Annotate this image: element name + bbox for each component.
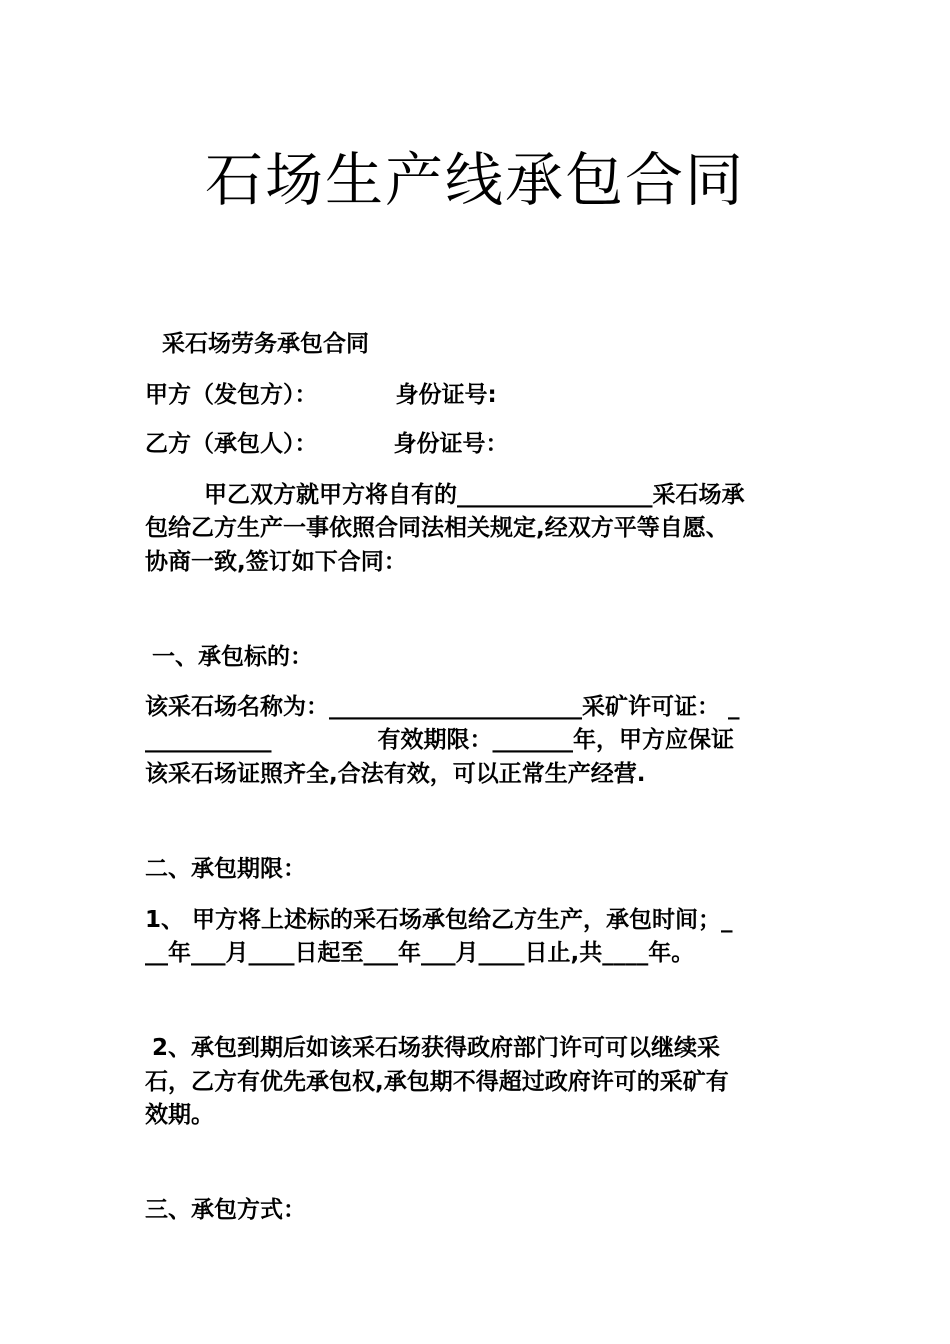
- intro-line-3: 协商一致,签订如下合同：: [145, 549, 407, 575]
- section-2-item-2-line-1: 2、承包到期后如该采石场获得政府部门许可可以继续采: [152, 1035, 721, 1061]
- section-2-item-2-line-3: 效期。: [145, 1102, 214, 1128]
- intro-line-2: 包给乙方生产一事依照合同法相关规定,经双方平等自愿、: [145, 515, 729, 541]
- party-a-id-label: 身份证号:: [395, 382, 497, 408]
- document-title: 石场生产线承包合同: [204, 146, 745, 214]
- section-1-validity: 有效期限：_______年，甲方应保证: [377, 727, 734, 753]
- section-1-heading: 一、承包标的：: [152, 644, 313, 670]
- party-b-id-label: 身份证号：: [393, 431, 509, 457]
- party-a-label: 甲方（发包方）：: [145, 382, 318, 408]
- party-b-label: 乙方（承包人）：: [145, 431, 318, 457]
- section-1-blank: ___________: [145, 727, 272, 753]
- party-b-line: [145, 427, 815, 461]
- section-3-heading: 三、承包方式：: [145, 1197, 306, 1223]
- section-1-line-1: 该采石场名称为：______________________采矿许可证： _: [145, 694, 740, 720]
- section-2-item-1-line-2: __年___月____日起至___年___月____日止,共____年。: [145, 940, 695, 966]
- section-1-line-3: 该采石场证照齐全,合法有效，可以正常生产经营.: [145, 761, 646, 787]
- party-a-line: [145, 378, 815, 412]
- section-2-heading: 二、承包期限：: [145, 856, 306, 882]
- intro-line-1: 甲乙双方就甲方将自有的_________________采石场承: [204, 482, 745, 508]
- section-2-item-1-line-1: 1、 甲方将上述标的采石场承包给乙方生产，承包时间；_: [145, 907, 733, 933]
- subtitle: 采石场劳务承包合同: [162, 331, 369, 357]
- section-2-item-2-line-2: 石，乙方有优先承包权,承包期不得超过政府许可的采矿有: [145, 1069, 729, 1095]
- section-1-line-2: [145, 723, 815, 757]
